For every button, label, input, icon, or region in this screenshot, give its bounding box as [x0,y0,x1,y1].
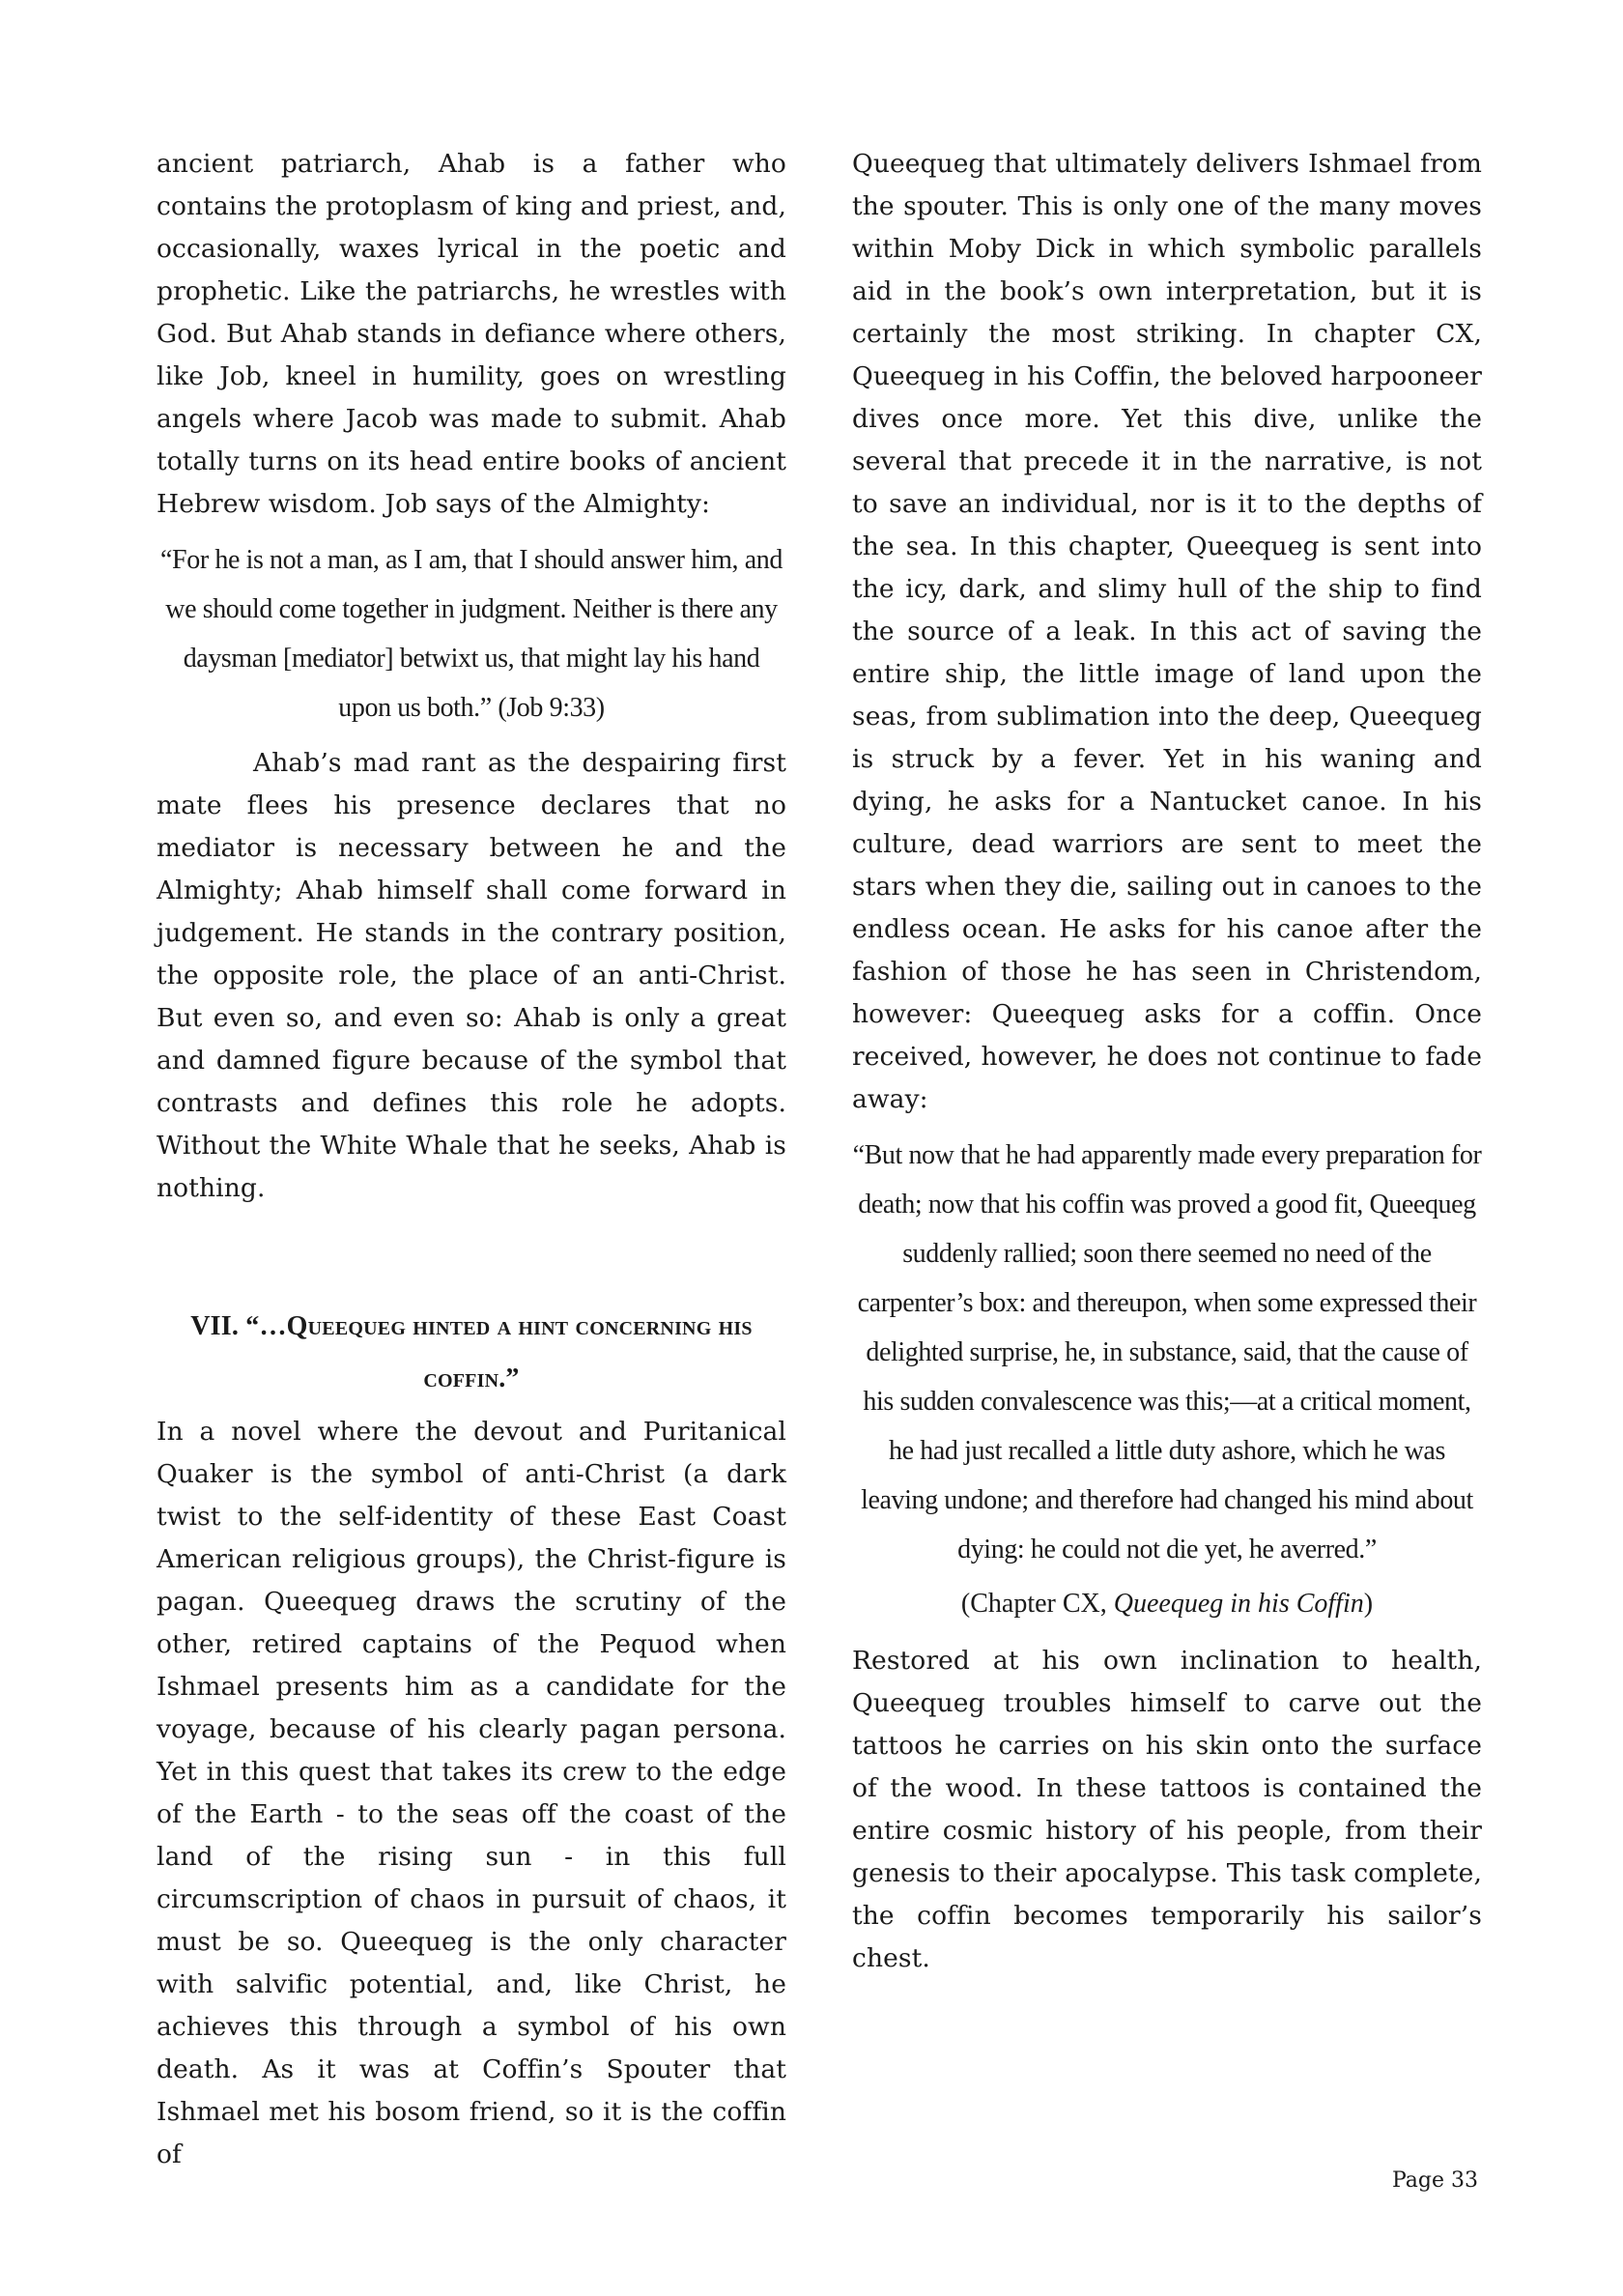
section-heading-text: VII. “…Queequeg hinted a hint concerning his coffin.” [190,1311,753,1393]
section-heading [157,1301,786,1405]
citation-prefix: (Chapter CX, [960,1589,1114,1619]
body-paragraph: Restored at his own inclination to health, Queequeg troubles himself to carve out the tattoos he carries on his skin onto the surface of the wood. In these tattoos is contained the entire cosmic history of his people, from their genesis to their apocalypse. This task complete, the coffin becomes temporarily his sailor’s chest. [852,1646,1482,1973]
page-number: Page 33 [1391,2168,1478,2193]
block-quote: “But now that he had apparently made every preparation for death; now that his coffin was proved a good fit, Queequeg suddenly rallied; soon there seemed no need of the carpenter’s box: and thereupon, when some expressed their delighted surprise, he, in substance, said, that the cause of his sudden convalescence was this;—at a critical moment, he had just recalled a little duty ashore, which he was leaving undone; and therefore had changed his mind about dying: he could not die yet, he averred.” [852,1140,1482,1564]
block-quote: “For he is not a man, as I am, that I should answer him, and we should come together in judgment. Neither is there any daysman [mediator] betwixt us, that might lay his hand upon us both.” (Job 9:33) [160,545,783,723]
body-paragraph: ancient patriarch, Ahab is a father who contains the protoplasm of king and priest, and, occasionally, waxes lyrical in the poetic and prophetic. Like the patriarchs, he wrestles with God. But Ahab stands in defiance where others, like Job, kneel in humility, goes on wrestling angels where Jacob was made to submit. Ahab totally turns on its head entire books of ancient Hebrew wisdom. Job says of the Almighty: [157,149,786,519]
body-paragraph: Queequeg that ultimately delivers Ishmael from the spouter. This is only one of the many moves within Moby Dick in which symbolic parallels aid in the book’s own interpretation, but it is certainly the most striking. In chapter CX, Queequeg in his Coffin, the beloved harpooneer dives once more. Yet this dive, unlike the several that precede it in the narrative, is not to save an individual, nor is it to the depths of the sea. In this chapter, Queequeg is sent into the icy, dark, and slimy hull of the ship to find the source of a leak. In this act of saving the entire ship, the little image of land upon the seas, from sublimation into the deep, Queequeg is struck by a fever. Yet in his waning and dying, he asks for a Nantucket canoe. In his culture, dead warriors are sent to meet the stars when they die, sailing out in canoes to the endless ocean. He asks for his canoe after the fashion of those he has seen in Christendom, however: Queequeg asks for a coffin. Once received, however, he does not continue to fade away: [852,149,1482,1114]
left-column [157,143,786,2176]
body-paragraph: In a novel where the devout and Puritanical Quaker is the symbol of anti-Christ (a dark twist to the self-identity of these East Coast American religious groups), the Christ-figure is pagan. Queequeg draws the scrutiny of the other, retired captains of the Pequod when Ishmael presents him as a candidate for the voyage, because of his clearly pagan persona. Yet in this quest that takes its crew to the edge of the Earth - to the seas off the coast of the land of the rising sun - in this full circumscription of chaos in pursuit of chaos, it must be so. Queequeg is the only character with salvific potential, and, like Christ, he achieves this through a symbol of his own death. As it was at Coffin’s Spouter that Ishmael met his bosom friend, so it is the coffin of [157,1417,786,2169]
citation-suffix: ) [1363,1589,1374,1619]
right-column [852,143,1482,1980]
quote-citation [852,1584,1482,1624]
body-paragraph: Ahab’s mad rant as the despairing first mate flees his presence declares that no mediator is necessary between he and the Almighty; Ahab himself shall come forward in judgement. He stands in the contrary position, the opposite role, the place of an anti-Christ. But even so, and even so: Ahab is only a great and damned figure because of the symbol that contrasts and defines this role he adopts. Without the White Whale that he seeks, Ahab is nothing. [157,748,786,1203]
citation-title: Queequeg in his Coffin [1113,1589,1364,1619]
section-spacer [157,1210,786,1301]
